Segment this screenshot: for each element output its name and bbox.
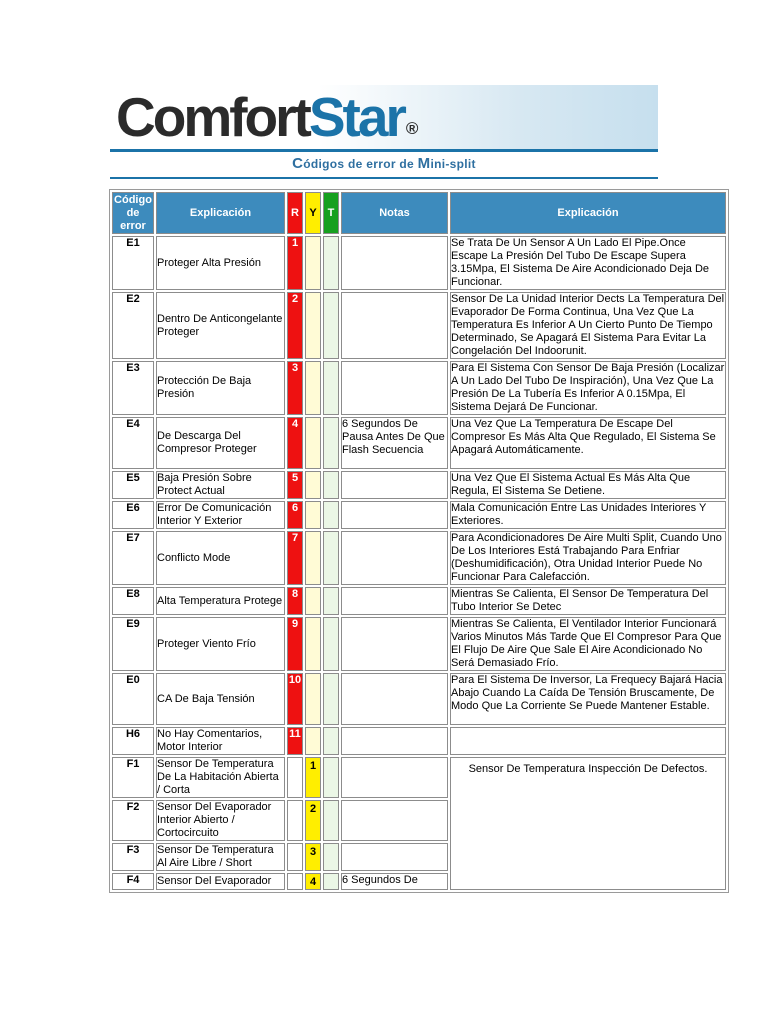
explanation-cell: No Hay Comentarios, Motor Interior	[156, 727, 285, 755]
y-indicator-cell	[305, 531, 321, 585]
description-cell: Mientras Se Calienta, El Ventilador Interior Funcionará Varios Minutos Más Tarde Que El Compresor Para Que El Flujo De Aire Que Sale El Aire Acondicionado No Será Demasiado Frío.	[450, 617, 726, 671]
r-indicator-cell: 6	[287, 501, 303, 529]
table-row	[112, 292, 726, 359]
explanation-cell: Conflicto Mode	[156, 531, 285, 585]
y-indicator-cell	[305, 236, 321, 290]
notes-cell	[341, 673, 448, 725]
table-header-row	[112, 192, 726, 234]
t-indicator-cell	[323, 501, 339, 529]
y-indicator-cell	[305, 587, 321, 615]
comfortstar-logo	[116, 87, 418, 147]
notes-cell	[341, 727, 448, 755]
y-indicator-cell	[305, 361, 321, 415]
notes-cell	[341, 617, 448, 671]
r-indicator-cell: 8	[287, 587, 303, 615]
error-code-cell: E4	[112, 417, 154, 469]
notes-cell	[341, 361, 448, 415]
description-cell	[450, 727, 726, 755]
error-code-cell: E8	[112, 587, 154, 615]
logo-banner	[110, 85, 658, 149]
r-indicator-cell: 11	[287, 727, 303, 755]
explanation-cell: Dentro De Anticongelante Proteger	[156, 292, 285, 359]
error-code-cell: E5	[112, 471, 154, 499]
explanation-cell: Error De Comunicación Interior Y Exterior	[156, 501, 285, 529]
notes-cell: 6 Segundos De	[341, 873, 448, 890]
table-row	[112, 587, 726, 615]
error-code-cell: H6	[112, 727, 154, 755]
r-indicator-cell: 9	[287, 617, 303, 671]
r-indicator-cell	[287, 757, 303, 798]
r-indicator-cell: 4	[287, 417, 303, 469]
description-cell: Mientras Se Calienta, El Sensor De Temperatura Del Tubo Interior Se Detec	[450, 587, 726, 615]
y-indicator-cell: 3	[305, 843, 321, 871]
y-indicator-cell: 1	[305, 757, 321, 798]
t-indicator-cell	[323, 727, 339, 755]
table-row	[112, 471, 726, 499]
explanation-cell: Sensor Del Evaporador	[156, 873, 285, 890]
description-cell: Se Trata De Un Sensor A Un Lado El Pipe.Once Escape La Presión Del Tubo De Escape Supera 3.15Mpa, El Sistema De Aire Acondicionado Deja De Funcionar.	[450, 236, 726, 290]
notes-cell	[341, 292, 448, 359]
error-code-cell: E2	[112, 292, 154, 359]
y-indicator-cell	[305, 501, 321, 529]
t-indicator-cell	[323, 617, 339, 671]
description-cell: Sensor De Temperatura Inspección De Defectos.	[450, 757, 726, 890]
header-code: Código de error	[112, 192, 154, 234]
explanation-cell: Proteger Viento Frío	[156, 617, 285, 671]
table-row	[112, 501, 726, 529]
description-cell: Para Acondicionadores De Aire Multi Split, Cuando Uno De Los Interiores Está Trabajando Para Enfriar (Deshumidificación), Otra Unidad Interior Puede No Funcionar Para Calefacción.	[450, 531, 726, 585]
table-row	[112, 727, 726, 755]
error-code-cell: E3	[112, 361, 154, 415]
explanation-cell: Sensor De Temperatura De La Habitación Abierta / Corta	[156, 757, 285, 798]
explanation-cell: Sensor Del Evaporador Interior Abierto / Cortocircuito	[156, 800, 285, 841]
notes-cell	[341, 843, 448, 871]
explanation-cell: De Descarga Del Compresor Proteger	[156, 417, 285, 469]
logo-comfort: Comfort	[116, 86, 309, 148]
error-code-cell: F4	[112, 873, 154, 890]
table-row	[112, 417, 726, 469]
t-indicator-cell	[323, 757, 339, 798]
description-cell: Mala Comunicación Entre Las Unidades Interiores Y Exteriores.	[450, 501, 726, 529]
explanation-cell: CA De Baja Tensión	[156, 673, 285, 725]
notes-cell	[341, 501, 448, 529]
y-indicator-cell	[305, 727, 321, 755]
error-code-cell: E0	[112, 673, 154, 725]
table-row	[112, 617, 726, 671]
r-indicator-cell: 5	[287, 471, 303, 499]
r-indicator-cell: 2	[287, 292, 303, 359]
explanation-cell: Alta Temperatura Protege	[156, 587, 285, 615]
logo-star: Star	[308, 86, 404, 148]
description-cell: Para El Sistema De Inversor, La Frequecy Bajará Hacia Abajo Cuando La Caída De Tensión Bruscamente, De Modo Que La Corriente Se Puede Mantener Estable.	[450, 673, 726, 725]
header-explanation-detail: Explicación	[450, 192, 726, 234]
title-rule-top	[110, 149, 658, 152]
t-indicator-cell	[323, 873, 339, 890]
t-indicator-cell	[323, 843, 339, 871]
r-indicator-cell	[287, 800, 303, 841]
explanation-cell: Proteger Alta Presión	[156, 236, 285, 290]
error-code-cell: F2	[112, 800, 154, 841]
r-indicator-cell: 7	[287, 531, 303, 585]
r-indicator-cell	[287, 873, 303, 890]
y-indicator-cell: 4	[305, 873, 321, 890]
t-indicator-cell	[323, 417, 339, 469]
t-indicator-cell	[323, 587, 339, 615]
y-indicator-cell	[305, 617, 321, 671]
error-code-cell: F1	[112, 757, 154, 798]
description-cell: Una Vez Que La Temperatura De Escape Del Compresor Es Más Alta Que Regulado, El Sistema Se Apagará Automáticamente.	[450, 417, 726, 469]
r-indicator-cell	[287, 843, 303, 871]
error-code-cell: F3	[112, 843, 154, 871]
t-indicator-cell	[323, 673, 339, 725]
notes-cell	[341, 757, 448, 798]
y-indicator-cell	[305, 673, 321, 725]
notes-cell	[341, 531, 448, 585]
table-row	[112, 361, 726, 415]
table-row	[112, 673, 726, 725]
table-row	[112, 236, 726, 290]
notes-cell	[341, 471, 448, 499]
error-codes-table	[109, 189, 729, 893]
document-title: Códigos de error de Mini-split	[292, 155, 476, 172]
r-indicator-cell: 1	[287, 236, 303, 290]
table-body	[112, 236, 726, 890]
explanation-cell: Protección De Baja Presión	[156, 361, 285, 415]
t-indicator-cell	[323, 531, 339, 585]
y-indicator-cell: 2	[305, 800, 321, 841]
notes-cell	[341, 236, 448, 290]
table-row	[112, 531, 726, 585]
y-indicator-cell	[305, 471, 321, 499]
title-rule-bottom	[110, 177, 658, 179]
header-t: T	[323, 192, 339, 234]
t-indicator-cell	[323, 800, 339, 841]
description-cell: Una Vez Que El Sistema Actual Es Más Alta Que Regula, El Sistema Se Detiene.	[450, 471, 726, 499]
error-code-cell: E6	[112, 501, 154, 529]
t-indicator-cell	[323, 471, 339, 499]
notes-cell: 6 Segundos De Pausa Antes De Que Flash Secuencia	[341, 417, 448, 469]
y-indicator-cell	[305, 417, 321, 469]
t-indicator-cell	[323, 236, 339, 290]
error-code-cell: E7	[112, 531, 154, 585]
header-explanation: Explicación	[156, 192, 285, 234]
table-row	[112, 757, 726, 798]
header-y: Y	[305, 192, 321, 234]
header-notes: Notas	[341, 192, 448, 234]
explanation-cell: Baja Presión Sobre Protect Actual	[156, 471, 285, 499]
t-indicator-cell	[323, 361, 339, 415]
notes-cell	[341, 587, 448, 615]
registered-mark: ®	[405, 119, 419, 138]
description-cell: Sensor De La Unidad Interior Dects La Temperatura Del Evaporador De Forma Continua, Una Vez Que La Temperatura Es Inferior A Un Cierto Punto De Tiempo Determinado, Se Apagará El Sistema Para Evitar La Congelación Del Indoorunit.	[451, 293, 725, 357]
notes-cell	[341, 800, 448, 841]
header-r: R	[287, 192, 303, 234]
y-indicator-cell	[305, 292, 321, 359]
error-code-cell: E9	[112, 617, 154, 671]
description-cell: Para El Sistema Con Sensor De Baja Presión (Localizar A Un Lado Del Tubo De Inspiración), Una Vez Que La Presión De La Tubería Es Inferior A 0.15Mpa, El Sistema Dejará De Funcionar.	[451, 362, 725, 413]
explanation-cell: Sensor De Temperatura Al Aire Libre / Short	[156, 843, 285, 871]
t-indicator-cell	[323, 292, 339, 359]
r-indicator-cell: 10	[287, 673, 303, 725]
error-code-cell: E1	[112, 236, 154, 290]
r-indicator-cell: 3	[287, 361, 303, 415]
